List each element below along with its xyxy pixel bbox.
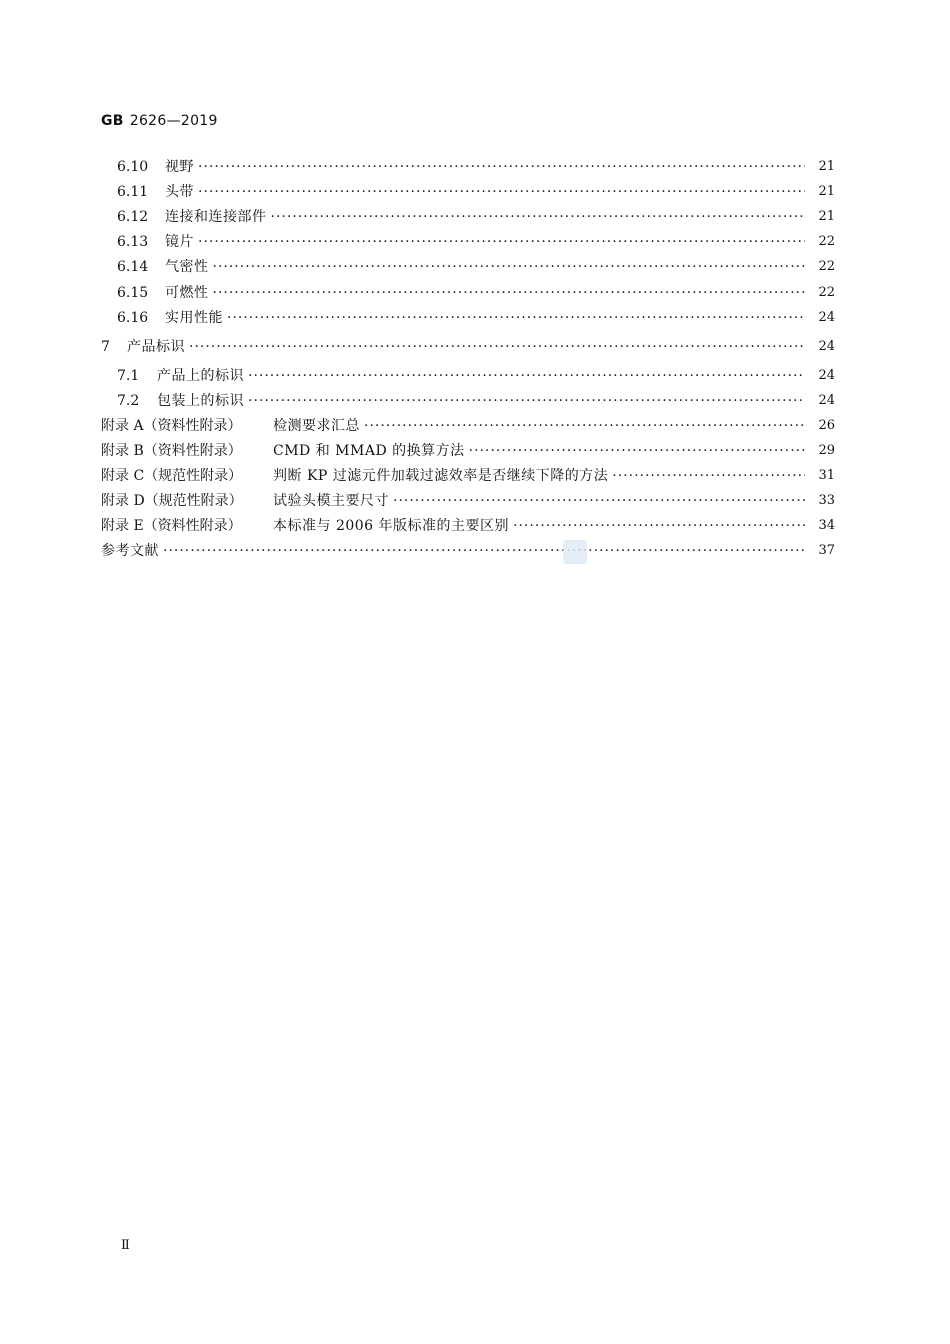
toc-entry-page: 26 bbox=[818, 418, 835, 433]
toc-entry-title: 实用性能 bbox=[165, 310, 223, 326]
toc-entry-title: 镜片 bbox=[165, 234, 194, 250]
toc-entry-page: 37 bbox=[818, 543, 835, 558]
toc-dot-leader bbox=[227, 307, 805, 329]
toc-entry-title: 检测要求汇总 bbox=[273, 418, 360, 434]
toc-dot-leader bbox=[189, 336, 805, 358]
toc-entry-number: 6.10 bbox=[117, 159, 149, 175]
toc-entry-title: 试验头模主要尺寸 bbox=[273, 493, 389, 509]
toc-entry-title: 连接和连接部件 bbox=[165, 209, 267, 225]
toc-entry-title: 本标准与 2006 年版标准的主要区别 bbox=[273, 518, 510, 534]
toc-entry[interactable] bbox=[101, 440, 835, 462]
toc-entry-number: 附录 B（资料性附录） bbox=[101, 443, 242, 459]
toc-entry-number: 6.12 bbox=[117, 209, 149, 225]
toc-entry-page: 21 bbox=[818, 209, 835, 224]
toc-entry-page: 31 bbox=[818, 468, 835, 483]
toc-dot-leader bbox=[163, 540, 805, 562]
toc-entry[interactable] bbox=[117, 256, 835, 278]
toc-entry-title: CMD 和 MMAD 的换算方法 bbox=[273, 443, 465, 459]
toc-dot-leader bbox=[364, 415, 805, 437]
toc-entry[interactable] bbox=[117, 390, 835, 412]
toc-entry-title: 判断 KP 过滤元件加载过滤效率是否继续下降的方法 bbox=[273, 468, 609, 484]
toc-entry-title: 气密性 bbox=[165, 259, 209, 275]
page-number: Ⅱ bbox=[121, 1238, 130, 1253]
standard-prefix: GB bbox=[101, 113, 124, 129]
toc-entry-page: 24 bbox=[818, 339, 835, 354]
toc-entry-page: 33 bbox=[818, 493, 835, 508]
toc-entry-title: 可燃性 bbox=[165, 285, 209, 301]
toc-entry[interactable] bbox=[101, 465, 835, 487]
toc-entry[interactable] bbox=[101, 540, 835, 562]
toc-entry[interactable] bbox=[101, 515, 835, 537]
toc-entry[interactable] bbox=[117, 206, 835, 228]
toc-dot-leader bbox=[213, 256, 806, 278]
watermark-icon bbox=[563, 540, 587, 564]
toc-entry-number: 6.11 bbox=[117, 184, 149, 200]
toc-entry[interactable] bbox=[101, 490, 835, 512]
toc-dot-leader bbox=[469, 440, 805, 462]
toc-entry-title: 产品标识 bbox=[127, 339, 185, 355]
toc-entry-number: 附录 E（资料性附录） bbox=[101, 518, 242, 534]
toc-dot-leader bbox=[393, 490, 805, 512]
toc-entry-page: 24 bbox=[818, 310, 835, 325]
toc-entry-number: 6.16 bbox=[117, 310, 149, 326]
toc-entry-page: 21 bbox=[818, 184, 835, 199]
toc-entry-page: 29 bbox=[818, 443, 835, 458]
toc-entry[interactable] bbox=[117, 231, 835, 253]
document-header bbox=[101, 113, 218, 129]
toc-dot-leader bbox=[513, 515, 805, 537]
toc-entry-number: 附录 A（资料性附录） bbox=[101, 418, 242, 434]
toc-entry-page: 24 bbox=[818, 393, 835, 408]
toc-dot-leader bbox=[612, 465, 805, 487]
toc-entry[interactable] bbox=[117, 365, 835, 387]
toc-dot-leader bbox=[198, 181, 805, 203]
toc-dot-leader bbox=[198, 156, 805, 178]
toc-dot-leader bbox=[248, 365, 805, 387]
toc-entry-number: 附录 D（规范性附录） bbox=[101, 493, 243, 509]
toc-entry-page: 34 bbox=[818, 518, 835, 533]
toc-dot-leader bbox=[213, 282, 806, 304]
toc-entry-number: 6.13 bbox=[117, 234, 149, 250]
toc-entry-number: 7.2 bbox=[117, 393, 140, 409]
toc-entry-number: 6.14 bbox=[117, 259, 149, 275]
toc-entry-title: 产品上的标识 bbox=[157, 368, 244, 384]
toc-entry[interactable] bbox=[117, 282, 835, 304]
toc-entry-number: 附录 C（规范性附录） bbox=[101, 468, 243, 484]
toc-entry-title: 视野 bbox=[165, 159, 194, 175]
toc-entry-page: 24 bbox=[818, 368, 835, 383]
toc-dot-leader bbox=[248, 390, 805, 412]
toc-entry-number: 7 bbox=[101, 339, 110, 355]
toc-entry[interactable] bbox=[101, 415, 835, 437]
toc-dot-leader bbox=[271, 206, 806, 228]
toc-entry-title: 头带 bbox=[165, 184, 194, 200]
toc-entry[interactable] bbox=[117, 307, 835, 329]
toc-entry[interactable] bbox=[117, 181, 835, 203]
toc-entry-page: 22 bbox=[818, 285, 835, 300]
toc-dot-leader bbox=[198, 231, 805, 253]
toc-entry-page: 22 bbox=[818, 259, 835, 274]
toc-entry-page: 22 bbox=[818, 234, 835, 249]
toc-entry-number: 6.15 bbox=[117, 285, 149, 301]
toc-entry-number: 7.1 bbox=[117, 368, 140, 384]
standard-code: 2626—2019 bbox=[129, 113, 218, 129]
toc-entry[interactable] bbox=[101, 336, 835, 358]
toc-entry-page: 21 bbox=[818, 159, 835, 174]
toc-entry-title: 包装上的标识 bbox=[157, 393, 244, 409]
toc-entry-title: 参考文献 bbox=[101, 543, 159, 559]
toc-entry[interactable] bbox=[117, 156, 835, 178]
